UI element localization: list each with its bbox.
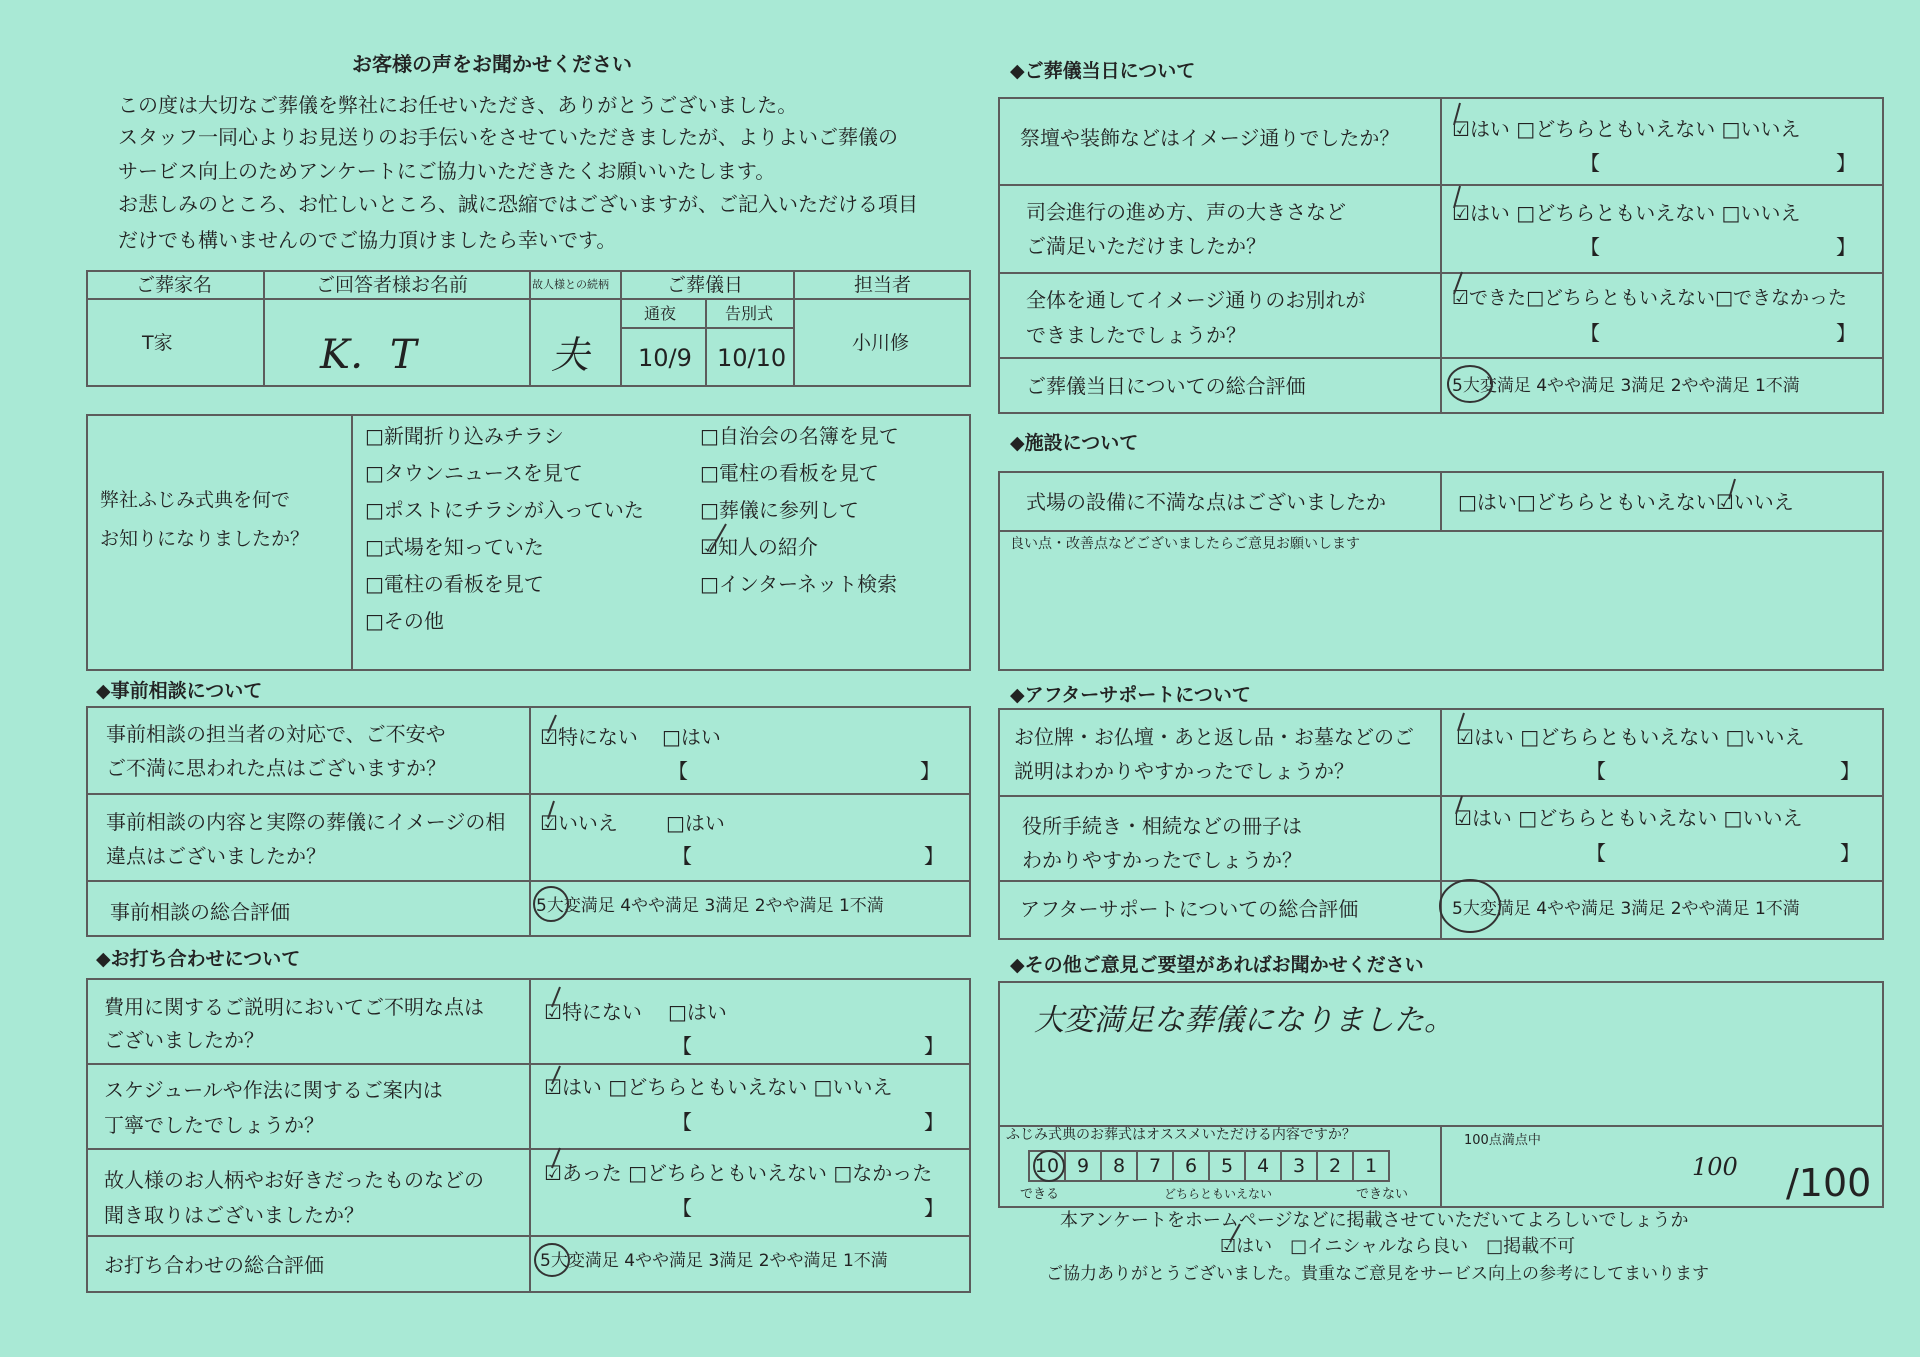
consult-q1: ご不満に思われた点はございますか？ [106, 756, 446, 780]
consult-q2-opt[interactable]: □はい [666, 811, 725, 835]
rating-scale[interactable]: 5大変満足 4やや満足 3満足 2やや満足 1不満 [1452, 376, 1800, 396]
scale-cell[interactable]: 2 [1318, 1152, 1354, 1180]
intro-line: この度は大切なご葬儀を弊社にお任せいただき、ありがとうございました。 [118, 93, 798, 117]
consult-q1-opt[interactable]: ☑特にない [540, 725, 638, 749]
source-option[interactable]: □タウンニュースを見て [365, 461, 583, 485]
source-option[interactable]: □自治会の名簿を見て [700, 424, 899, 448]
facility-section-title: ◆施設について [1010, 432, 1139, 454]
respondent-value: K．T [320, 332, 417, 378]
family-header: ご葬家名 [136, 274, 213, 296]
bracket-close: 】 [1836, 235, 1856, 259]
after-q1: お位牌・お仏壇・あと返し品・お墓などのご [1014, 725, 1414, 749]
page-title: お客様の声をお聞かせください [352, 52, 632, 76]
bracket-close: 】 [1840, 759, 1860, 783]
funeral-header: 告別式 [725, 304, 774, 323]
scale-cell[interactable]: 1 [1364, 1155, 1378, 1177]
bracket-close: 】 [1836, 321, 1856, 345]
consult-q2: 事前相談の内容と実際の葬儀にイメージの相 [106, 810, 506, 834]
staff-header: 担当者 [854, 274, 912, 296]
recommend-question: ふじみ式典のお葬式はオススメいただける内容ですか？ [1006, 1127, 1356, 1143]
source-option[interactable]: □インターネット検索 [700, 572, 898, 596]
dayof-q2-opt[interactable]: ☑はい □どちらともいえない □いいえ [1452, 201, 1801, 225]
scale-cell[interactable]: 5 [1210, 1152, 1246, 1180]
staff-value: 小川修 [852, 332, 910, 354]
date-header: ご葬儀日 [667, 274, 744, 296]
bracket-open: 【 [1580, 151, 1600, 175]
bracket-close: 】 [924, 1196, 944, 1220]
intro-line: お悲しみのところ、お忙しいところ、誠に恐縮ではございますが、ご記入いただける項目 [118, 192, 918, 216]
scale-cell[interactable]: 9 [1066, 1152, 1102, 1180]
bracket-close: 】 [924, 1110, 944, 1134]
dayof-q1-opt[interactable]: ☑はい □どちらともいえない □いいえ [1452, 117, 1801, 141]
scale-cell[interactable]: 10 [1030, 1152, 1066, 1180]
source-question: お知りになりましたか？ [100, 528, 310, 550]
after-section-title: ◆アフターサポートについて [1010, 684, 1251, 706]
source-option[interactable]: □葬儀に参列して [700, 498, 859, 522]
meeting-overall: お打ち合わせの総合評価 [104, 1253, 324, 1277]
meeting-q2-opt[interactable]: ☑はい □どちらともいえない □いいえ [544, 1075, 893, 1099]
dayof-q2: 司会進行の進め方、声の大きさなど [1026, 200, 1346, 224]
consult-overall: 事前相談の総合評価 [110, 900, 290, 924]
bracket-close: 】 [924, 844, 944, 868]
intro-line: サービス向上のためアンケートにご協力いただきたくお願いいたします。 [118, 159, 776, 183]
meeting-q3: 聞き取りはございましたか？ [104, 1203, 364, 1227]
dayof-q3-opt[interactable]: ☑できた□どちらともいえない□できなかった [1452, 287, 1847, 309]
bracket-open: 【 [668, 759, 688, 783]
score-max: /100 [1786, 1161, 1872, 1205]
source-option[interactable]: □電柱の看板を見て [365, 572, 544, 596]
respondent-header: ご回答者様お名前 [316, 274, 469, 296]
dayof-q2: ご満足いただけましたか？ [1026, 234, 1266, 258]
relation-value: 夫 [551, 333, 590, 377]
bracket-open: 【 [672, 1034, 692, 1058]
intro-line: だけでも構いませんのでご協力頂けましたら幸いです。 [118, 228, 617, 252]
dayof-section-title: ◆ご葬儀当日について [1010, 60, 1196, 82]
thanks-text: ご協力ありがとうございました。貴重なご意見をサービス向上の参考にしてまいります [1046, 1264, 1709, 1284]
source-option[interactable]: □新聞折り込みチラシ [365, 424, 564, 448]
publish-question: 本アンケートをホームページなどに掲載させていただいてよろしいでしょうか [1060, 1210, 1689, 1231]
dayof-q3: 全体を通してイメージ通りのお別れが [1026, 288, 1366, 312]
wake-header: 通夜 [644, 304, 677, 323]
rating-scale[interactable]: 5大変満足 4やや満足 3満足 2やや満足 1不満 [1452, 899, 1800, 919]
scale-cell[interactable]: 4 [1246, 1152, 1282, 1180]
after-q2: 役所手続き・相続などの冊子は [1022, 814, 1302, 838]
score-label: 100点満点中 [1464, 1133, 1541, 1148]
bracket-open: 【 [672, 1196, 692, 1220]
publish-options[interactable]: ☑はい □イニシャルなら良い □掲載不可 [1220, 1236, 1576, 1257]
meeting-q1-opt[interactable]: ☑特にない [544, 1000, 642, 1024]
source-option[interactable]: □電柱の看板を見て [700, 461, 879, 485]
bracket-close: 】 [924, 1034, 944, 1058]
bracket-open: 【 [1580, 321, 1600, 345]
bracket-open: 【 [1586, 841, 1606, 865]
relation-header: 故人様との続柄 [532, 278, 609, 291]
rating-scale[interactable]: 5大変満足 4やや満足 3満足 2やや満足 1不満 [540, 1251, 888, 1271]
after-q1-opt[interactable]: ☑はい □どちらともいえない □いいえ [1456, 725, 1805, 749]
after-q2: わかりやすかったでしょうか？ [1022, 848, 1302, 872]
after-q1: 説明はわかりやすかったでしょうか？ [1014, 759, 1354, 783]
scale-mid-label: どちらともいえない [1164, 1187, 1273, 1201]
meeting-q3-opt[interactable]: ☑あった □どちらともいえない □なかった [544, 1161, 933, 1185]
facility-comment-prompt: 良い点・改善点などございましたらご意見お願いします [1010, 536, 1360, 552]
bracket-open: 【 [1580, 235, 1600, 259]
dayof-q1: 祭壇や装飾などはイメージ通りでしたか？ [1020, 126, 1400, 150]
dayof-q3: できましたでしょうか？ [1026, 323, 1246, 347]
consult-q1: 事前相談の担当者の対応で、ご不安や [106, 722, 446, 746]
scale-cell[interactable]: 8 [1102, 1152, 1138, 1180]
meeting-q1: 費用に関するご説明においてご不明な点は [104, 995, 484, 1019]
score-value: 100 [1692, 1153, 1738, 1181]
wake-date: 10/9 [638, 344, 692, 372]
scale-right-label: できない [1356, 1187, 1409, 1202]
meeting-q3: 故人様のお人柄やお好きだったものなどの [104, 1168, 484, 1192]
facility-q1-opt[interactable]: □はい□どちらともいえない☑いいえ [1458, 490, 1794, 514]
source-question: 弊社ふじみ式典を何で [100, 489, 291, 511]
source-option[interactable]: □ポストにチラシが入っていた [365, 498, 644, 522]
source-option[interactable]: □式場を知っていた [365, 535, 544, 559]
source-option[interactable]: □その他 [365, 609, 444, 633]
meeting-q1-opt[interactable]: □はい [668, 1000, 727, 1024]
bracket-open: 【 [672, 1110, 692, 1134]
bracket-open: 【 [672, 844, 692, 868]
meeting-q1: ございましたか？ [104, 1028, 264, 1052]
consult-section-title: ◆事前相談について [96, 680, 263, 702]
meeting-section-title: ◆お打ち合わせについて [96, 948, 301, 970]
bracket-close: 】 [1840, 841, 1860, 865]
dayof-overall: ご葬儀当日についての総合評価 [1026, 374, 1306, 398]
funeral-date: 10/10 [717, 344, 787, 372]
scale-cell[interactable]: 3 [1282, 1152, 1318, 1180]
bracket-close: 】 [1836, 151, 1856, 175]
consult-q2-opt[interactable]: ☑いいえ [540, 811, 618, 835]
consult-q1-opt[interactable]: □はい [662, 725, 721, 749]
consult-q2: 違点はございましたか？ [106, 844, 326, 868]
scale-cell[interactable]: 6 [1174, 1152, 1210, 1180]
other-section-title: ◆その他ご意見ご要望があればお聞かせください [1010, 954, 1424, 976]
facility-q1: 式場の設備に不満な点はございましたか [1026, 490, 1386, 514]
bracket-close: 】 [920, 759, 940, 783]
scale-cell[interactable]: 7 [1138, 1152, 1174, 1180]
bracket-open: 【 [1586, 759, 1606, 783]
after-overall: アフターサポートについての総合評価 [1020, 897, 1359, 921]
other-comment: 大変満足な葬儀になりました。 [1034, 1003, 1454, 1038]
source-option-checked[interactable]: ☑知人の紹介 [700, 535, 818, 559]
after-q2-opt[interactable]: ☑はい □どちらともいえない □いいえ [1454, 806, 1803, 830]
meeting-q2: 丁寧でしたでしょうか？ [104, 1113, 324, 1137]
scale-left-label: できる [1020, 1187, 1060, 1202]
rating-scale[interactable]: 5大変満足 4やや満足 3満足 2やや満足 1不満 [536, 896, 884, 916]
meeting-q2: スケジュールや作法に関するご案内は [104, 1078, 443, 1102]
intro-line: スタッフ一同心よりお見送りのお手伝いをさせていただきましたが、よりよいご葬儀の [118, 125, 898, 149]
family-value: T家 [142, 332, 173, 354]
